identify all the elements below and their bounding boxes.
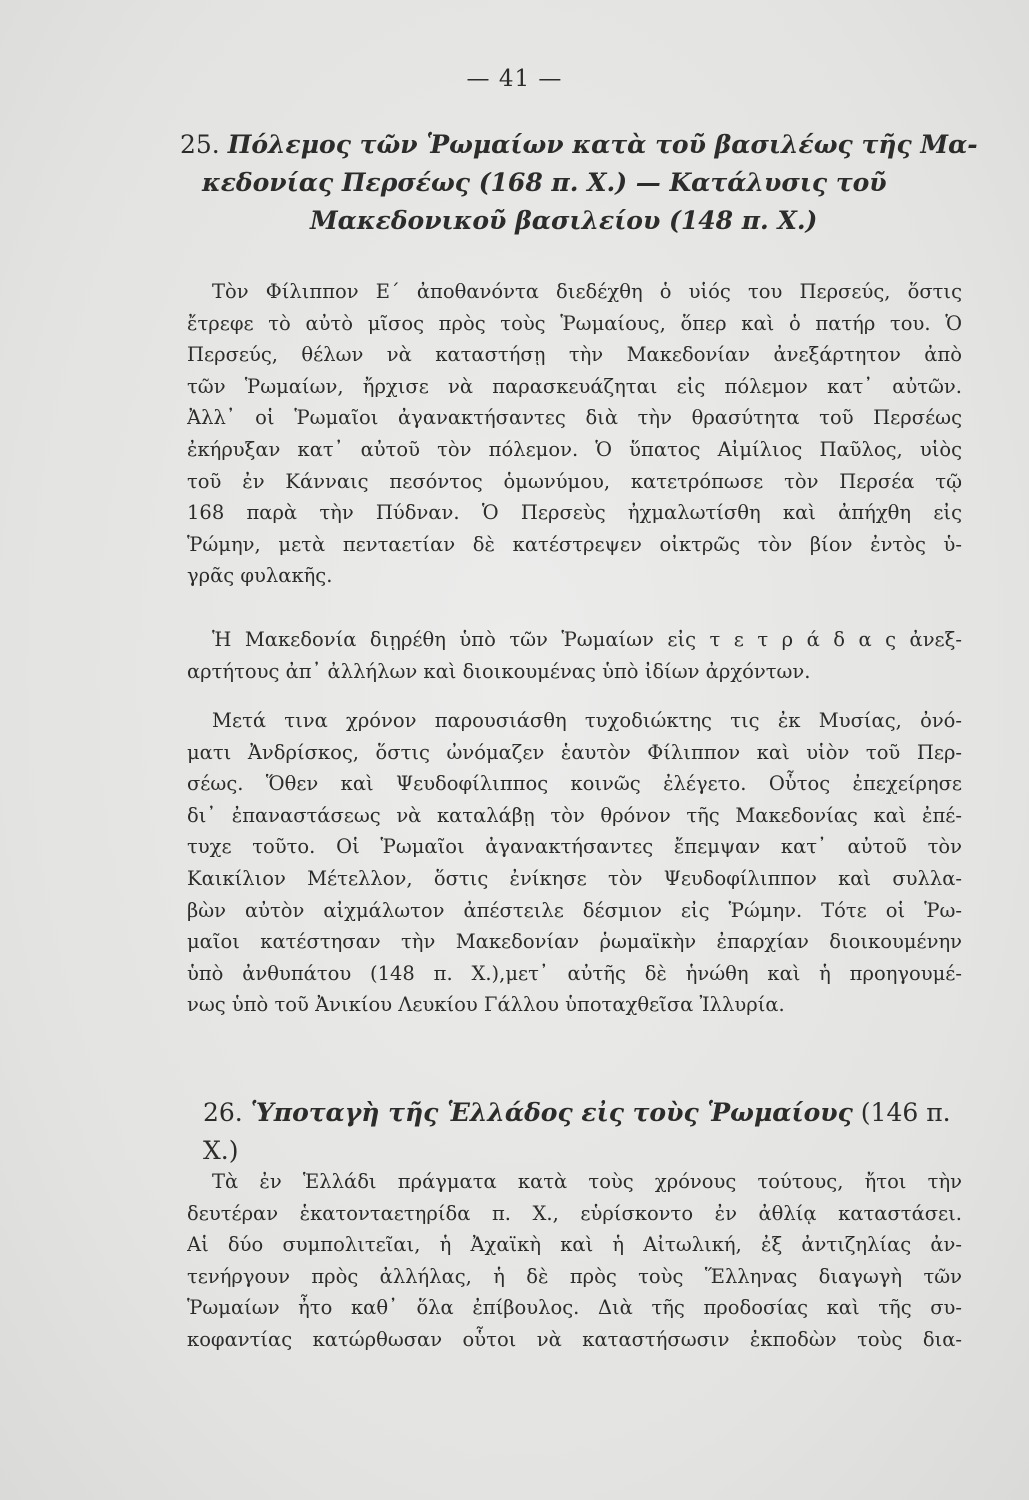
section-25-title-line-2: κεδονίας Περσέως (168 π. Χ.) — Κατάλυσις τοῦ	[202, 168, 887, 197]
section-25-number: 25.	[180, 130, 220, 159]
text-line: δευτέραν ἑκατονταετηρίδα π. Χ., εὑρίσκοντο ἐν ἀθλίᾳ καταστάσει.	[187, 1201, 962, 1225]
section-26-heading	[203, 1094, 993, 1170]
text-line: Ἡ Μακεδονία διῃρέθη ὑπὸ τῶν Ῥωμαίων εἰς τ ε τ ρ ά δ α ς ἀνεξ-	[212, 628, 962, 651]
text-line: Καικίλιον Μέτελλον, ὅστις ἐνίκησε τὸν Ψευδοφίλιππον καὶ συλλα-	[187, 866, 962, 890]
paragraph-2	[187, 624, 962, 687]
text-line: 168 παρὰ τὴν Πύδναν. Ὁ Περσεὺς ἠχμαλωτίσθη καὶ ἀπήχθη εἰς	[187, 501, 962, 525]
text-line: Ῥωμαίων ἦτο καθ᾽ ὅλα ἐπίβουλος. Διὰ τῆς προδοσίας καὶ τῆς συ-	[187, 1296, 962, 1320]
text-line: ἐκήρυξαν κατ᾽ αὐτοῦ τὸν πόλεμον. Ὁ ὕπατος Αἰμίλιος Παῦλος, υἱὸς	[187, 437, 962, 461]
section-26-title: Ὑποταγὴ τῆς Ἑλλάδος εἰς τοὺς Ῥωμαίους	[250, 1098, 853, 1127]
text-line: Τὸν Φίλιππον Ε΄ ἀποθανόντα διεδέχθη ὁ υἱός του Περσεύς, ὅστις	[212, 280, 962, 303]
text-line: τῶν Ῥωμαίων, ἤρχισε νὰ παρασκευάζηται εἰς πόλεμον κατ᾽ αὐτῶν.	[187, 374, 962, 398]
text-line: Τὰ ἐν Ἑλλάδι πράγματα κατὰ τοὺς χρόνους τούτους, ἤτοι τὴν	[212, 1170, 962, 1193]
paragraph-1	[187, 276, 962, 592]
text-line: ματι Ἀνδρίσκος, ὅστις ὠνόμαζεν ἑαυτὸν Φίλιππον καὶ υἱὸν τοῦ Περ-	[187, 740, 962, 764]
text-line: ὑπὸ ἀνθυπάτου (148 π. Χ.),μετ᾽ αὐτῆς δὲ ἡνώθη καὶ ἡ προηγουμέ-	[187, 961, 962, 985]
text-line: τυχε τοῦτο. Οἱ Ῥωμαῖοι ἀγανακτήσαντες ἔπεμψαν κατ᾽ αὐτοῦ τὸν	[187, 835, 962, 859]
page-number: — 41 —	[466, 66, 563, 92]
text-line: Ῥώμην, μετὰ πενταετίαν δὲ κατέστρεψεν οἰκτρῶς τὸν βίον ἐντὸς ὑ-	[187, 532, 962, 556]
text-line: μαῖοι κατέστησαν τὴν Μακεδονίαν ῥωμαϊκὴν ἐπαρχίαν διοικουμένην	[187, 930, 962, 954]
text-line: κοφαντίας κατώρθωσαν οὗτοι νὰ καταστήσωσιν ἐκποδὼν τοὺς δια-	[187, 1327, 962, 1351]
section-25-title-line-3: Μακεδονικοῦ βασιλείου (148 π. Χ.)	[310, 206, 818, 235]
text-line: Αἱ δύο συμπολιτεῖαι, ἡ Ἀχαϊκὴ καὶ ἡ Αἰτωλική, ἐξ ἀντιζηλίας ἀν-	[187, 1233, 962, 1257]
section-26-date: (146 π. Χ.)	[203, 1098, 951, 1165]
text-line: σέως. Ὅθεν καὶ Ψευδοφίλιππος κοινῶς ἐλέγετο. Οὗτος ἐπεχείρησε	[187, 772, 962, 796]
section-26-number: 26.	[203, 1098, 243, 1127]
section-25-heading	[180, 126, 978, 240]
text-line: Μετά τινα χρόνον παρουσιάσθη τυχοδιώκτης τις ἐκ Μυσίας, ὀνό-	[212, 709, 962, 732]
text-line: ἔτρεφε τὸ αὐτὸ μῖσος πρὸς τοὺς Ῥωμαίους, ὅπερ καὶ ὁ πατήρ του. Ὁ	[187, 311, 962, 335]
paragraph-4	[187, 1166, 962, 1356]
paragraph-3	[187, 705, 962, 1021]
text-line: βὼν αὐτὸν αἰχμάλωτον ἀπέστειλε δέσμιον εἰς Ῥώμην. Τότε οἱ Ῥω-	[187, 898, 962, 922]
text-line: αρτήτους ἀπ᾽ ἀλλήλων καὶ διοικουμένας ὑπὸ ἰδίων ἀρχόντων.	[187, 659, 811, 683]
section-25-title-line-1: Πόλεμος τῶν Ῥωμαίων κατὰ τοῦ βασιλέως τῆς Μα-	[227, 130, 978, 159]
text-line: γρᾶς φυλακῆς.	[187, 564, 333, 588]
text-line: δι᾽ ἐπαναστάσεως νὰ καταλάβῃ τὸν θρόνον τῆς Μακεδονίας καὶ ἐπέ-	[187, 803, 962, 827]
text-line: Ἀλλ᾽ οἱ Ῥωμαῖοι ἀγανακτήσαντες διὰ τὴν θρασύτητα τοῦ Περσέως	[187, 406, 962, 430]
text-line: τενήργουν πρὸς ἀλλήλας, ἡ δὲ πρὸς τοὺς Ἕλληνας διαγωγὴ τῶν	[187, 1264, 962, 1288]
text-line: νως ὑπὸ τοῦ Ἀνικίου Λευκίου Γάλλου ὑποταχθεῖσα Ἰλλυρία.	[187, 993, 785, 1017]
text-line: Περσεύς, θέλων νὰ καταστήσῃ τὴν Μακεδονίαν ἀνεξάρτητον ἀπὸ	[187, 343, 962, 367]
section-25-heading-line-1	[180, 126, 978, 164]
text-line: τοῦ ἐν Κάνναις πεσόντος ὁμωνύμου, κατετρόπωσε τὸν Περσέα τῷ	[187, 469, 962, 493]
